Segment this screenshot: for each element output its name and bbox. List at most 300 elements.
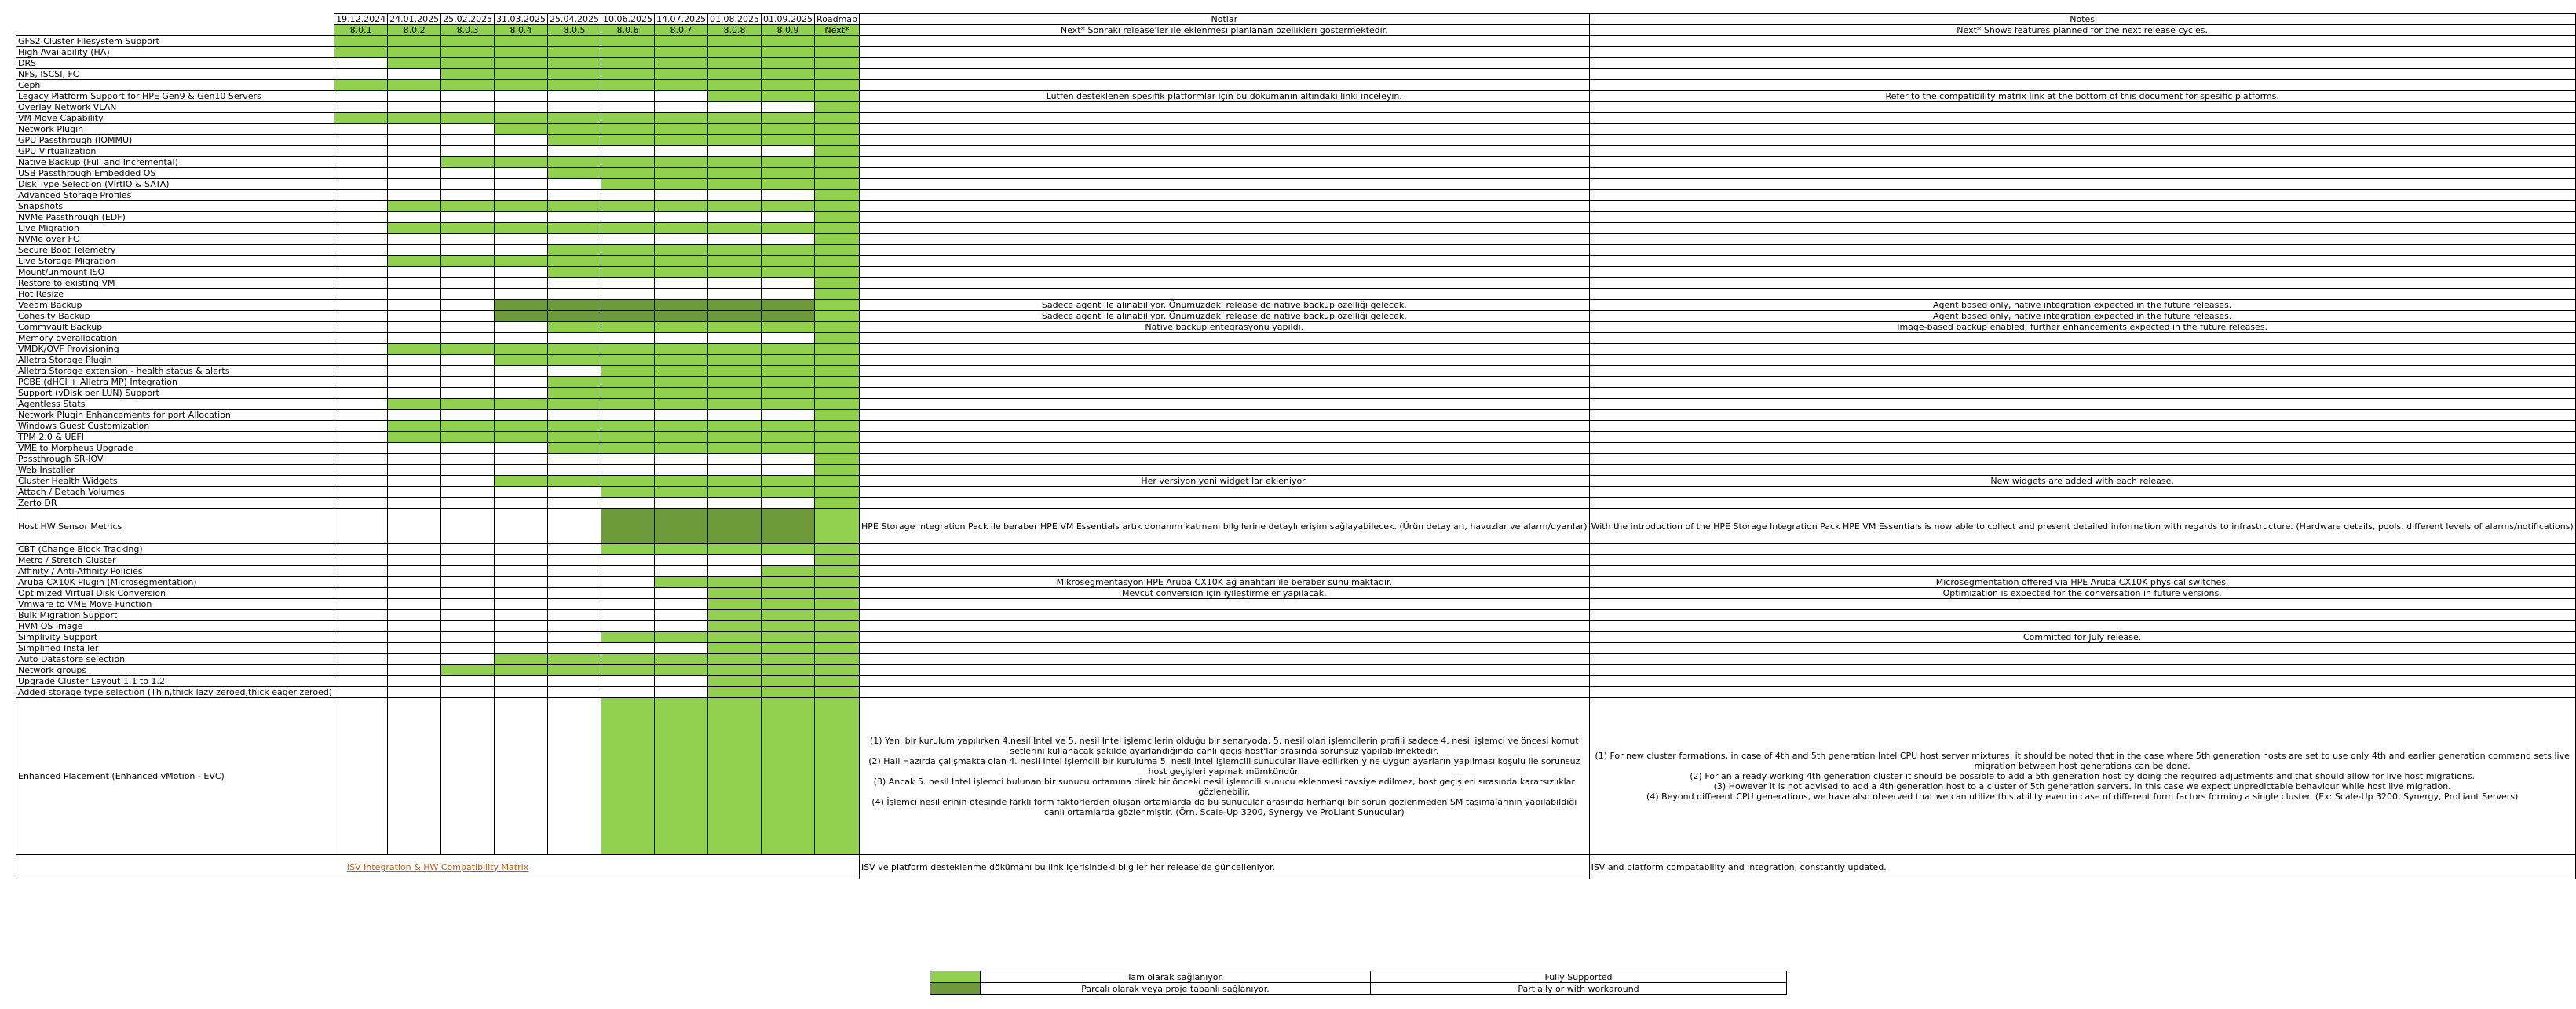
feature-row [16,566,2576,577]
status-cell-none [655,588,708,599]
status-cell-none [761,190,814,201]
status-cell-none [334,234,388,245]
status-cell-supported [708,577,762,588]
note-tr [860,454,1590,465]
status-cell-none [441,146,495,157]
status-cell-partial [655,311,708,322]
status-cell-none [708,234,762,245]
status-cell-supported [761,432,814,443]
status-cell-supported [655,366,708,377]
status-cell-none [761,234,814,245]
feature-row [16,168,2576,179]
status-cell-none [601,465,655,476]
feature-name: NVMe over FC [16,234,334,245]
status-cell-none [655,454,708,465]
status-cell-none [548,212,601,223]
legend-partial-tr: Parçalı olarak veya proje tabanlı sağlanıyor. [981,983,1371,995]
status-cell-supported [708,366,762,377]
note-en [1589,245,2575,256]
note-tr [860,566,1590,577]
status-cell-none [441,168,495,179]
status-cell-supported [814,698,859,855]
status-cell-none [334,676,388,687]
note-tr [860,599,1590,610]
status-cell-supported [441,665,495,676]
status-cell-supported [655,267,708,278]
feature-name: Passthrough SR-IOV [16,454,334,465]
note-en: Optimization is expected for the conversation in future versions. [1589,588,2575,599]
status-cell-supported [708,399,762,410]
note-tr [860,355,1590,366]
status-cell-partial [495,300,548,311]
status-cell-none [334,344,388,355]
feature-row [16,454,2576,465]
feature-name: Web Installer [16,465,334,476]
status-cell-supported [655,355,708,366]
status-cell-partial [601,509,655,544]
status-cell-none [334,555,388,566]
status-cell-none [388,289,441,300]
version-header: Next* [814,25,859,36]
status-cell-supported [814,201,859,212]
status-cell-supported [761,621,814,632]
status-cell-none [601,190,655,201]
status-cell-none [441,643,495,654]
feature-name: Zerto DR [16,498,334,509]
status-cell-supported [601,168,655,179]
status-cell-none [548,632,601,643]
status-cell-none [388,69,441,80]
feature-name: Cluster Health Widgets [16,476,334,487]
status-cell-none [601,687,655,698]
note-en [1589,544,2575,555]
status-cell-none [334,599,388,610]
status-cell-none [388,410,441,421]
status-cell-none [388,632,441,643]
release-date-header: 19.12.2024 [334,14,388,25]
status-cell-none [495,555,548,566]
note-en [1589,377,2575,388]
note-tr [860,267,1590,278]
status-cell-none [655,190,708,201]
feature-name: Host HW Sensor Metrics [16,509,334,544]
status-cell-none [655,102,708,113]
note-tr [860,610,1590,621]
note-tr: Sadece agent ile alınabiliyor. Önümüzdeki release de native backup özelliği gelecek. [860,311,1590,322]
notlar-header: Notlar [860,14,1590,25]
status-cell-supported [655,47,708,58]
version-header: 8.0.6 [601,25,655,36]
status-cell-supported [548,654,601,665]
status-cell-supported [601,344,655,355]
status-cell-none [495,610,548,621]
status-cell-none [548,621,601,632]
status-cell-none [441,388,495,399]
status-cell-supported [495,113,548,124]
status-cell-none [655,555,708,566]
status-cell-none [601,234,655,245]
feature-name: Ceph [16,80,334,91]
status-cell-supported [601,487,655,498]
status-cell-none [601,566,655,577]
feature-row [16,124,2576,135]
status-cell-none [334,465,388,476]
legend-swatch-partial [930,983,981,995]
feature-row [16,355,2576,366]
feature-row [16,58,2576,69]
note-en [1589,355,2575,366]
status-cell-none [388,610,441,621]
status-cell-supported [814,179,859,190]
status-cell-none [495,212,548,223]
status-cell-none [548,234,601,245]
note-en [1589,599,2575,610]
feature-name: USB Passthrough Embedded OS [16,168,334,179]
status-cell-none [495,278,548,289]
status-cell-supported [708,124,762,135]
feature-name: Veeam Backup [16,300,334,311]
status-cell-supported [708,676,762,687]
status-cell-supported [655,201,708,212]
feature-row [16,421,2576,432]
status-cell-supported [708,388,762,399]
feature-row [16,223,2576,234]
status-cell-supported [601,157,655,168]
feature-row [16,113,2576,124]
status-cell-none [388,509,441,544]
status-cell-none [548,454,601,465]
release-date-header: 10.06.2025 [601,14,655,25]
feature-row [16,687,2576,698]
status-cell-none [708,278,762,289]
note-en: Microsegmentation offered via HPE Aruba CX10K physical switches. [1589,577,2575,588]
status-cell-supported [708,621,762,632]
status-cell-none [495,577,548,588]
feature-row [16,344,2576,355]
status-cell-none [441,443,495,454]
status-cell-none [548,91,601,102]
status-cell-supported [708,544,762,555]
status-cell-none [334,168,388,179]
feature-name: Added storage type selection (Thin,thick lazy zeroed,thick eager zeroed) [16,687,334,698]
status-cell-none [495,599,548,610]
status-cell-none [388,355,441,366]
status-cell-partial [761,300,814,311]
feature-name: GFS2 Cluster Filesystem Support [16,36,334,47]
status-cell-none [548,289,601,300]
status-cell-supported [388,399,441,410]
status-cell-none [334,509,388,544]
status-cell-none [655,410,708,421]
note-en: Agent based only, native integration expected in the future releases. [1589,311,2575,322]
status-cell-supported [441,157,495,168]
status-cell-none [334,322,388,333]
note-en [1589,157,2575,168]
notes-header: Notes [1589,14,2575,25]
status-cell-supported [814,588,859,599]
status-cell-supported [814,36,859,47]
status-cell-supported [495,58,548,69]
status-cell-supported [601,399,655,410]
note-tr: Mevcut conversion için iyileştirmeler yapılacak. [860,588,1590,599]
status-cell-supported [814,135,859,146]
status-cell-supported [601,698,655,855]
status-cell-none [548,610,601,621]
status-cell-none [441,322,495,333]
status-cell-supported [601,36,655,47]
status-cell-supported [761,80,814,91]
feature-row [16,432,2576,443]
status-cell-supported [601,388,655,399]
status-cell-supported [814,190,859,201]
status-cell-none [495,698,548,855]
status-cell-supported [814,454,859,465]
status-cell-supported [655,113,708,124]
note-tr [860,168,1590,179]
status-cell-supported [761,113,814,124]
feature-row [16,190,2576,201]
feature-row [16,599,2576,610]
feature-row [16,388,2576,399]
feature-name: Upgrade Cluster Layout 1.1 to 1.2 [16,676,334,687]
status-cell-supported [814,168,859,179]
status-cell-supported [814,577,859,588]
status-cell-supported [814,476,859,487]
status-cell-none [334,256,388,267]
status-cell-supported [708,36,762,47]
status-cell-supported [814,102,859,113]
status-cell-supported [708,432,762,443]
status-cell-supported [495,80,548,91]
status-cell-none [655,498,708,509]
status-cell-none [441,289,495,300]
status-cell-none [441,509,495,544]
status-cell-none [761,212,814,223]
feature-name: Native Backup (Full and Incremental) [16,157,334,168]
status-cell-none [708,289,762,300]
feature-row [16,256,2576,267]
status-cell-none [441,355,495,366]
status-cell-supported [601,124,655,135]
note-en [1589,256,2575,267]
status-cell-supported [761,135,814,146]
note-tr [860,102,1590,113]
status-cell-supported [548,135,601,146]
status-cell-supported [814,80,859,91]
feature-name: High Availability (HA) [16,47,334,58]
note-tr [860,676,1590,687]
status-cell-supported [814,245,859,256]
status-cell-none [441,267,495,278]
status-cell-none [441,588,495,599]
status-cell-supported [655,399,708,410]
status-cell-none [334,311,388,322]
status-cell-supported [814,212,859,223]
status-cell-none [334,267,388,278]
status-cell-supported [761,179,814,190]
status-cell-none [441,676,495,687]
status-cell-none [708,333,762,344]
feature-row [16,443,2576,454]
status-cell-none [388,388,441,399]
note-en [1589,465,2575,476]
status-cell-supported [441,69,495,80]
release-date-header: 14.07.2025 [655,14,708,25]
note-tr [860,410,1590,421]
status-cell-none [761,289,814,300]
note-tr [860,179,1590,190]
release-date-header: 01.08.2025 [708,14,762,25]
feature-row [16,300,2576,311]
status-cell-supported [814,289,859,300]
feature-name: Support (vDisk per LUN) Support [16,388,334,399]
status-cell-none [655,599,708,610]
status-cell-supported [814,322,859,333]
status-cell-supported [388,256,441,267]
status-cell-supported [708,256,762,267]
note-tr [860,36,1590,47]
note-tr [860,465,1590,476]
status-cell-supported [388,113,441,124]
status-cell-supported [655,36,708,47]
status-cell-none [388,322,441,333]
status-cell-supported [441,256,495,267]
status-cell-none [388,665,441,676]
note-en [1589,135,2575,146]
status-cell-supported [655,421,708,432]
feature-name: NVMe Passthrough (EDF) [16,212,334,223]
version-header: 8.0.4 [495,25,548,36]
status-cell-none [334,300,388,311]
status-cell-none [441,212,495,223]
release-date-header: Roadmap [814,14,859,25]
status-cell-none [708,212,762,223]
feature-name: Network Plugin Enhancements for port Allocation [16,410,334,421]
status-cell-none [601,643,655,654]
feature-row [16,245,2576,256]
status-cell-supported [761,487,814,498]
status-cell-supported [601,632,655,643]
status-cell-supported [388,432,441,443]
feature-row [16,278,2576,289]
status-cell-supported [708,698,762,855]
status-cell-supported [708,113,762,124]
status-cell-supported [708,687,762,698]
note-tr [860,544,1590,555]
status-cell-supported [814,157,859,168]
status-cell-none [495,443,548,454]
status-cell-supported [495,69,548,80]
status-cell-supported [601,544,655,555]
notes-subheader: Next* Shows features planned for the next release cycles. [1589,25,2575,36]
status-cell-none [334,58,388,69]
status-cell-supported [814,91,859,102]
note-tr [860,443,1590,454]
note-en [1589,676,2575,687]
status-cell-supported [655,665,708,676]
note-en [1589,80,2575,91]
note-tr [860,135,1590,146]
note-tr [860,555,1590,566]
status-cell-none [388,278,441,289]
status-cell-supported [814,311,859,322]
feature-name: Cohesity Backup [16,311,334,322]
status-cell-partial [761,311,814,322]
status-cell-none [388,476,441,487]
status-cell-none [388,487,441,498]
status-cell-none [388,157,441,168]
status-cell-none [655,687,708,698]
status-cell-none [548,102,601,113]
footer-note-tr: ISV ve platform desteklenme dökümanı bu link içerisindeki bilgiler her release'de güncelleniyor. [860,855,1590,879]
status-cell-supported [761,654,814,665]
note-en [1589,168,2575,179]
feature-row [16,410,2576,421]
compatibility-matrix-link[interactable]: ISV Integration & HW Compatibility Matrix [346,861,529,872]
feature-name: GPU Passthrough (IOMMU) [16,135,334,146]
status-cell-supported [708,135,762,146]
status-cell-none [601,102,655,113]
status-cell-supported [814,610,859,621]
status-cell-supported [388,421,441,432]
feature-row [16,476,2576,487]
note-tr [860,421,1590,432]
status-cell-supported [708,91,762,102]
note-tr [860,256,1590,267]
status-cell-none [495,687,548,698]
feature-row [16,487,2576,498]
status-cell-supported [601,366,655,377]
feature-row [16,643,2576,654]
status-cell-supported [548,476,601,487]
status-cell-none [388,555,441,566]
status-cell-supported [814,234,859,245]
status-cell-none [495,146,548,157]
status-cell-none [388,588,441,599]
status-cell-supported [814,687,859,698]
status-cell-none [334,388,388,399]
status-cell-none [601,555,655,566]
note-en [1589,421,2575,432]
status-cell-none [388,599,441,610]
status-cell-none [495,465,548,476]
status-cell-supported [708,643,762,654]
note-en [1589,654,2575,665]
status-cell-none [548,146,601,157]
status-cell-supported [655,654,708,665]
status-cell-supported [655,632,708,643]
status-cell-none [388,687,441,698]
feature-row [16,201,2576,212]
status-cell-supported [655,698,708,855]
status-cell-supported [388,36,441,47]
status-cell-supported [708,654,762,665]
status-cell-none [441,555,495,566]
status-cell-none [334,201,388,212]
status-cell-none [655,146,708,157]
status-cell-supported [334,36,388,47]
legend [930,971,1787,995]
status-cell-supported [708,223,762,234]
status-cell-supported [548,80,601,91]
status-cell-supported [761,643,814,654]
status-cell-none [441,632,495,643]
status-cell-supported [761,69,814,80]
status-cell-supported [761,47,814,58]
status-cell-none [495,410,548,421]
status-cell-none [388,190,441,201]
status-cell-none [601,91,655,102]
